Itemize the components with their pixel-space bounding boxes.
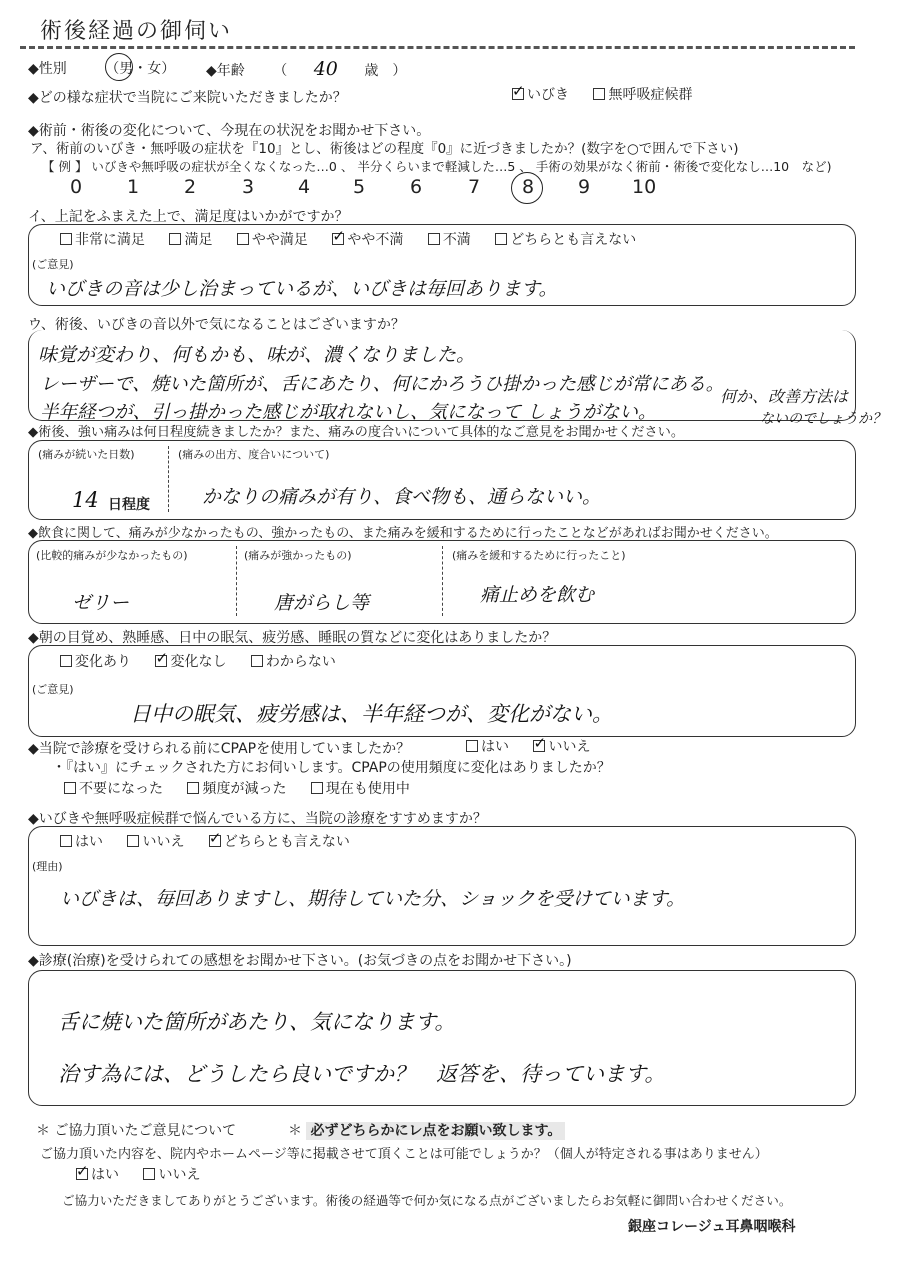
recommend-option-yes[interactable]: はい [60,834,103,850]
change-subquestion: ア、術前のいびき・無呼吸の症状を『10』とし、術後はどの程度『0』に近づきましたか？(数字を○で囲んで下さい) [30,141,739,157]
gender-label: ◆性別 [28,61,67,77]
gender-selected-circle [105,53,133,81]
checkbox-icon[interactable] [533,740,545,752]
age-row: ◆年齢 （ 40 歳 ） [206,58,407,80]
scale-6[interactable]: 6 [410,176,423,198]
other-concern-line-1[interactable]: 味覚が変わり、何もかも、味が、濃くなりました。 [38,344,476,366]
impression-question: ◆診療(治療)を受けられての感想をお聞かせ下さい。(お気づきの点をお聞かせ下さい。) [28,953,572,969]
cpap-option-no[interactable]: ✓ いいえ [533,739,590,755]
sleep-opinion[interactable]: 日中の眠気、疲労感は、半年経つが、変化がない。 [130,702,613,726]
food-col1-value[interactable]: ゼリー [72,592,130,614]
sleep-option-unchanged[interactable]: ✓ 変化なし [155,654,226,670]
age-value[interactable]: 40 [313,58,338,80]
cpap-question: ◆当院で診療を受けられる前にCPAPを使用していましたか？ [28,741,411,757]
sleep-option-unknown[interactable]: わからない [251,654,336,670]
checkbox-icon[interactable] [187,782,199,794]
scale-4[interactable]: 4 [298,176,311,198]
checkbox-icon[interactable] [60,655,72,667]
scale-selected-circle [511,172,543,204]
checkbox-icon[interactable] [209,835,221,847]
scale-2[interactable]: 2 [184,176,197,198]
recommend-option-neither[interactable]: ✓ どちらとも言えない [209,834,350,850]
checkbox-icon[interactable] [332,233,344,245]
footer-option-yes[interactable]: ✓はい [76,1167,119,1183]
cpap-followup: ・『はい』にチェックされた方にお伺いします。CPAPの使用頻度に変化はありましたか？ [52,760,611,776]
sleep-opinion-label: (ご意見) [32,683,74,696]
scale-3[interactable]: 3 [242,176,255,198]
recommend-reason[interactable]: いびきは、毎回ありますし、期待していた分、ショックを受けています。 [60,888,686,910]
checkbox-icon[interactable] [237,233,249,245]
footer-option-no[interactable]: いいえ [143,1167,200,1183]
satisfaction-opinion[interactable]: いびきの音は少し治まっているが、いびきは毎回あります。 [46,278,558,300]
pain-days-unit: 日程度 [108,497,150,513]
food-divider-1 [236,546,237,616]
pain-divider [168,446,169,512]
satisfaction-option-very-satisfied[interactable]: 非常に満足 [60,232,145,248]
recommend-option-no[interactable]: いいえ [127,834,184,850]
pain-degree-value[interactable]: かなりの痛みが有り、食べ物も、通らないい。 [202,486,602,508]
gender-male[interactable]: 男 [119,61,134,77]
other-concern-side-note-1[interactable]: 何か、改善方法は [720,387,849,406]
food-col3-label: (痛みを緩和するために行ったこと) [452,549,626,562]
footer-note-1: ＊ ご協力頂いたご意見について [36,1123,237,1139]
checkbox-icon[interactable] [169,233,181,245]
cpap-followup-not-needed[interactable]: 不要になった [64,781,163,797]
recommend-reason-label: (理由) [32,860,63,873]
checkbox-icon[interactable] [495,233,507,245]
checkbox-icon[interactable] [251,655,263,667]
footer-note-2: ＊ 必ずどちらかにレ点をお願い致します。 [288,1120,565,1140]
satisfaction-opinion-label: (ご意見) [32,258,74,271]
gender-female[interactable]: 女 [147,61,162,77]
scale-1[interactable]: 1 [127,176,140,198]
food-divider-2 [442,546,443,616]
satisfaction-option-neither[interactable]: どちらとも言えない [495,232,636,248]
age-label: ◆年齢 [206,63,245,79]
checkbox-icon[interactable] [155,655,167,667]
symptom-options [512,84,712,104]
other-concern-line-3[interactable]: 半年経つが、引っ掛かった感じが取れないし、気になって しょうがない。 [40,402,657,423]
food-col3-value[interactable]: 痛止めを飲む [480,584,595,606]
food-question: ◆飲食に関して、痛みが少なかったもの、強かったもの、また痛みを緩和するために行ったことなどがあればお聞かせください。 [28,526,778,541]
scale-5[interactable]: 5 [353,176,366,198]
checkbox-icon[interactable] [143,1168,155,1180]
satisfaction-option-dissatisfied[interactable]: 不満 [428,232,471,248]
satisfaction-option-satisfied[interactable]: 満足 [169,232,212,248]
checkbox-icon[interactable] [466,740,478,752]
checkbox-icon[interactable] [60,835,72,847]
checkbox-icon[interactable] [311,782,323,794]
change-example: 【 例 】 いびきや無呼吸の症状が全くなくなった…0 、 半分くらいまで軽減した…5 、 手術の効果がなく術前・術後で変化なし…10 など) [42,159,832,174]
checkbox-icon[interactable] [76,1168,88,1180]
checkbox-icon[interactable] [127,835,139,847]
food-col2-label: (痛みが強かったもの) [244,549,352,562]
footer-question: ご協力頂いた内容を、院内やホームページ等に掲載させて頂くことは可能でしょうか？（個人が特定される事はありません） [40,1147,768,1162]
cpap-followup-reduced[interactable]: 頻度が減った [187,781,286,797]
other-concern-side-note-2[interactable]: ないのでしょうか？ [760,411,886,427]
checkbox-icon[interactable] [64,782,76,794]
impression-line-2[interactable]: 治す為には、どうしたら良いですか？ 返答を、待っています。 [58,1062,666,1086]
recommend-question: ◆いびきや無呼吸症候群で悩んでいる方に、当院の診療をすすめますか？ [28,811,487,827]
scale-9[interactable]: 9 [578,176,591,198]
satisfaction-option-somewhat-satisfied[interactable]: やや満足 [237,232,308,248]
pain-degree-label: (痛みの出方、度合いについて) [178,448,330,461]
scale-7[interactable]: 7 [468,176,481,198]
cpap-options [466,736,610,756]
checkbox-icon[interactable] [512,88,524,100]
sleep-question: ◆朝の目覚め、熟睡感、日中の眠気、疲労感、睡眠の質などに変化はありましたか？ [28,630,557,646]
footer-options [76,1164,220,1184]
impression-line-1[interactable]: 舌に焼いた箇所があたり、気になります。 [58,1010,456,1034]
satisfaction-question: イ、上記をふまえた上で、満足度はいかがですか？ [28,209,349,225]
scale-8[interactable]: 8 [522,176,535,198]
recommend-options [60,831,370,851]
food-col1-label: (比較的痛みが少なかったもの) [36,549,188,562]
pain-days-value[interactable]: 14 [72,488,99,512]
cpap-followup-still-using[interactable]: 現在も使用中 [311,781,410,797]
checkbox-icon[interactable] [60,233,72,245]
satisfaction-option-somewhat-dissatisfied[interactable]: ✓ やや不満 [332,232,403,248]
footer-thanks: ご協力いただきましてありがとうございます。術後の経過等で何か気になる点がございましたらお気軽に御問い合わせください。 [62,1193,792,1208]
sleep-option-changed[interactable]: 変化あり [60,654,131,670]
clinic-name: 銀座コレージュ耳鼻咽喉科 [628,1219,796,1235]
gender-row: ◆性別 （男・女） [28,61,176,77]
checkbox-icon[interactable] [428,233,440,245]
food-col2-value[interactable]: 唐がらし等 [274,592,370,614]
page-title: 術後経過の御伺い [40,19,233,44]
pain-question: ◆術後、強い痛みは何日程度続きましたか？また、痛みの度合いについて具体的なご意見をお聞かせください。 [28,425,685,440]
checkbox-icon[interactable] [593,88,605,100]
scale-0[interactable]: 0 [70,176,83,198]
symptom-option-snoring[interactable]: ✓ いびき [512,87,569,103]
change-heading: ◆術前・術後の変化について、今現在の状況をお聞かせ下さい。 [28,123,431,139]
cpap-followup-options [64,778,430,798]
symptom-question: ◆どの様な症状で当院にご来院いただきましたか？ [28,90,347,106]
scale-10[interactable]: 10 [632,176,657,198]
satisfaction-options [60,229,656,249]
other-concern-line-2[interactable]: レーザーで、焼いた箇所が、舌にあたり、何にかろうひ掛かった感じが常にある。 [40,374,725,395]
other-concern-question: ウ、術後、いびきの音以外で気になることはございますか？ [28,317,405,333]
symptom-option-apnea[interactable]: 無呼吸症候群 [593,87,692,103]
sleep-options [60,651,356,671]
title-divider [20,46,855,49]
pain-days-label: (痛みが続いた日数) [38,448,135,461]
cpap-option-yes[interactable]: はい [466,739,509,755]
